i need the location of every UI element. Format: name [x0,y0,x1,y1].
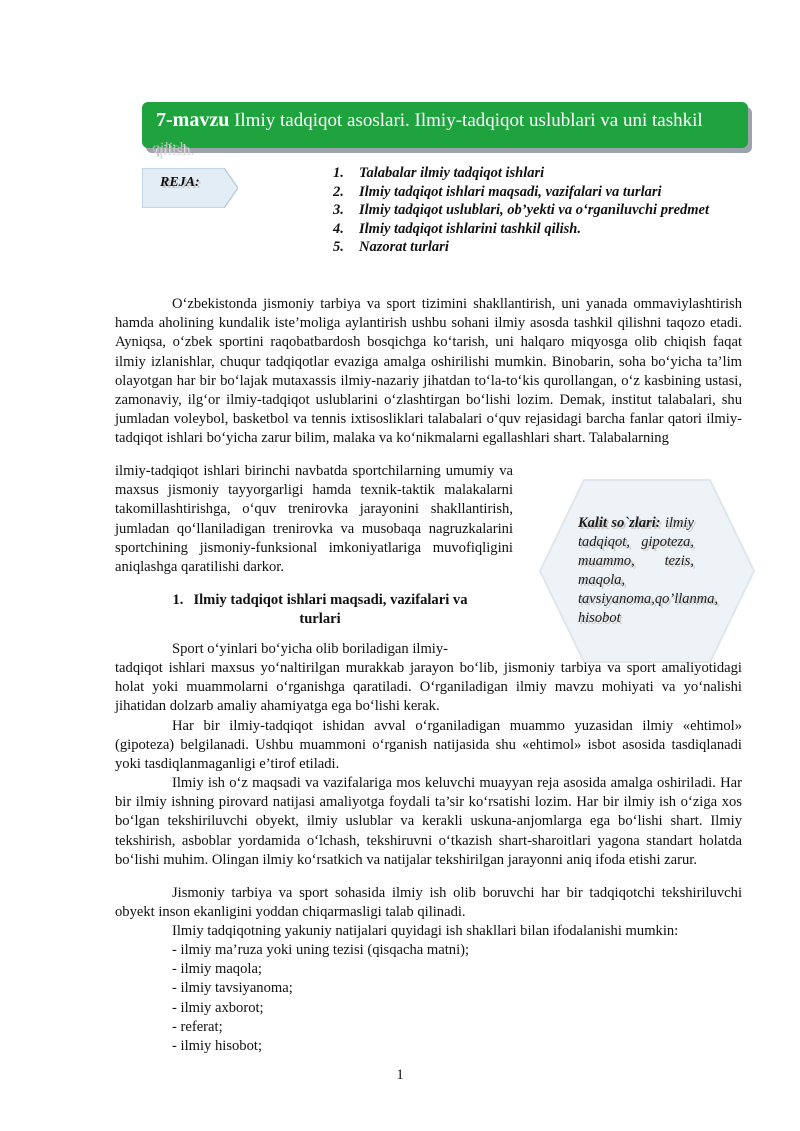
topic-heading [156,110,736,131]
results-list [172,941,469,1056]
list-item: - ilmiy ma’ruza yoki uning tezisi (qisqacha matni); [172,942,470,958]
plan-item: 1. Talabalar ilmiy tadqiqot ishlari [333,165,545,181]
intro-continuation: ilmiy-tadqiqot ishlari birinchi navbatda sportchilarning umumiy va maxsus jismoniy tayyorgarligi hamda texnik-taktik malakalarni takomillashtirishga, o‘quv trenirovka jarayonini shakllantirish, jumladan qo‘llaniladigan trenirovka va musobaqa nagruzkalarini sportchining jismoniy-funksional imkoniyatlariga muvofiqligini aniqlashga qaratilishi darkor. [115,463,513,576]
keywords-text: ilmiy tadqiqot, gipoteza, muammo, tezis, maqola, tavsiyanoma,qo’llanma, hisobot [578,515,719,626]
section-paragraph-3: Ilmiy ish o‘z maqsadi va vazifalariga mos keluvchi muayyan reja asosida amalga oshiriladi. Har bir ilmiy ishning pirovard natijasi amaliyotga foydali ta’sir ko‘rsatishi lozim. Har bir ilmiy ish o‘ziga xos bo‘lgan tekshiriluvchi obyekt, ilmiy uslublar va kerakli uskuna-anjomlarga ega bo‘lishi shart. Ilmiy tekshirish, asboblar yordamida o‘lchash, tekshiruvni o‘tkazish shart-sharoitlari yagona standart holatda bo‘lishi muhim. Olingan ilmiy ko‘rsatkich va natijalar tekshirilgan jarayonni aniq ifoda etishi zarur. [115,775,742,868]
section-paragraph-1: tadqiqot ishlari maxsus yo‘naltirilgan murakkab jarayon bo‘lib, jismoniy tarbiya va sport amaliyotidagi holat yoki muammolarni o‘rganishga qaratiladi. O‘rganiladigan ilmiy mavzu mohiyati va yo‘nalishi jihatidan dolzarb amaliy ahamiyatga ega bo‘lishi kerak. [115,660,742,715]
plan-label: REJA: [160,175,200,190]
list-item: - ilmiy axborot; [172,999,264,1016]
list-item: - ilmiy maqola; [172,961,262,978]
plan-item: 3. Ilmiy tadqiqot uslublari, ob’yekti va o‘rganiluvchi predmet [333,202,710,218]
list-item: - ilmiy tavsiyanoma; [172,980,293,997]
section-heading: 1. Ilmiy tadqiqot ishlari maqsadi, vazifalari va turlari [172,592,468,627]
topic-title: Ilmiy tadqiqot asoslari. Ilmiy-tadqiqot uslublari va uni tashkil [234,110,703,131]
list-item: - referat; [172,1018,223,1035]
plan-item: 5. Nazorat turlari [333,239,449,255]
section-paragraph-5: Ilmiy tadqiqotning yakuniy natijalari quyidagi ish shakllari bilan ifodalanishi mumkin: [172,923,679,939]
topic-title-overflow: qilish. [152,140,192,157]
section-paragraph-2: Har bir ilmiy-tadqiqot ishidan avval o‘rganiladigan muammo yuzasidan ilmiy «ehtimol» (gipoteza) belgilanadi. Ushbu muammoni o‘rganish natijasida shu «ehtimol» isbot asosida tasdiqlanadi yoki tasdiqlanmaganligi e’tirof etiladi. [115,718,742,773]
page-number: 1 [396,1067,404,1083]
keywords-title: Kalit so`zlari: [578,515,661,531]
intro-paragraph: O‘zbekistonda jismoniy tarbiya va sport tizimini shakllantirish, uni yanada ommaviylashtirish hamda aholining kundalik iste’moliga aylantirish ushbu sohani ilmiy asosda tashkil qilishni taqozo etadi. Ayniqsa, o‘zbek sportini raqobatbardosh bosqichga ko‘tarish, uni halqaro miqyosga olib chiqish faqat ilmiy izlanishlar, chuqur tadqiqotlar evaziga amalga oshirilishi mumkin. Binobarin, soha bo‘yicha ta’lim olayotgan har bir bo‘lajak mutaxassis ilmiy-nazariy jihatdan to‘la-to‘kis qurollangan, o‘z kasbining ustasi, zamonaviy, ilg‘or ilmiy-tadqiqot uslublarini o‘zlashtirgan bo‘lishi lozim. Demak, institut talabalari, shu jumladan voleybol, basketbol va tennis ixtisosliklari talabalari o‘quv rejasidagi barcha fanlar qatori ilmiy-tadqiqot ishlari bo‘yicha zarur bilim, malaka va ko‘nikmalarni egallashlari shart. Talabalarning [115,296,742,447]
keywords [578,514,719,628]
plan-item: 4. Ilmiy tadqiqot ishlarini tashkil qilish. [333,220,581,237]
plan-list [333,164,719,257]
section-paragraph-4: Jismoniy tarbiya va sport sohasida ilmiy ish olib boruvchi har bir tadqiqotchi tekshiriluvchi obyekt inson ekanligini yoddan chiqarmasligi talab qilinadi. [115,885,742,921]
list-item: - ilmiy hisobot; [172,1038,262,1055]
section-paragraph-start: Sport o‘yinlari bo‘yicha olib boriladigan ilmiy- [172,641,449,657]
topic-label: 7-mavzu [156,109,230,131]
plan-item: 2. Ilmiy tadqiqot ishlari maqsadi, vazifalari va turlari [333,183,662,200]
